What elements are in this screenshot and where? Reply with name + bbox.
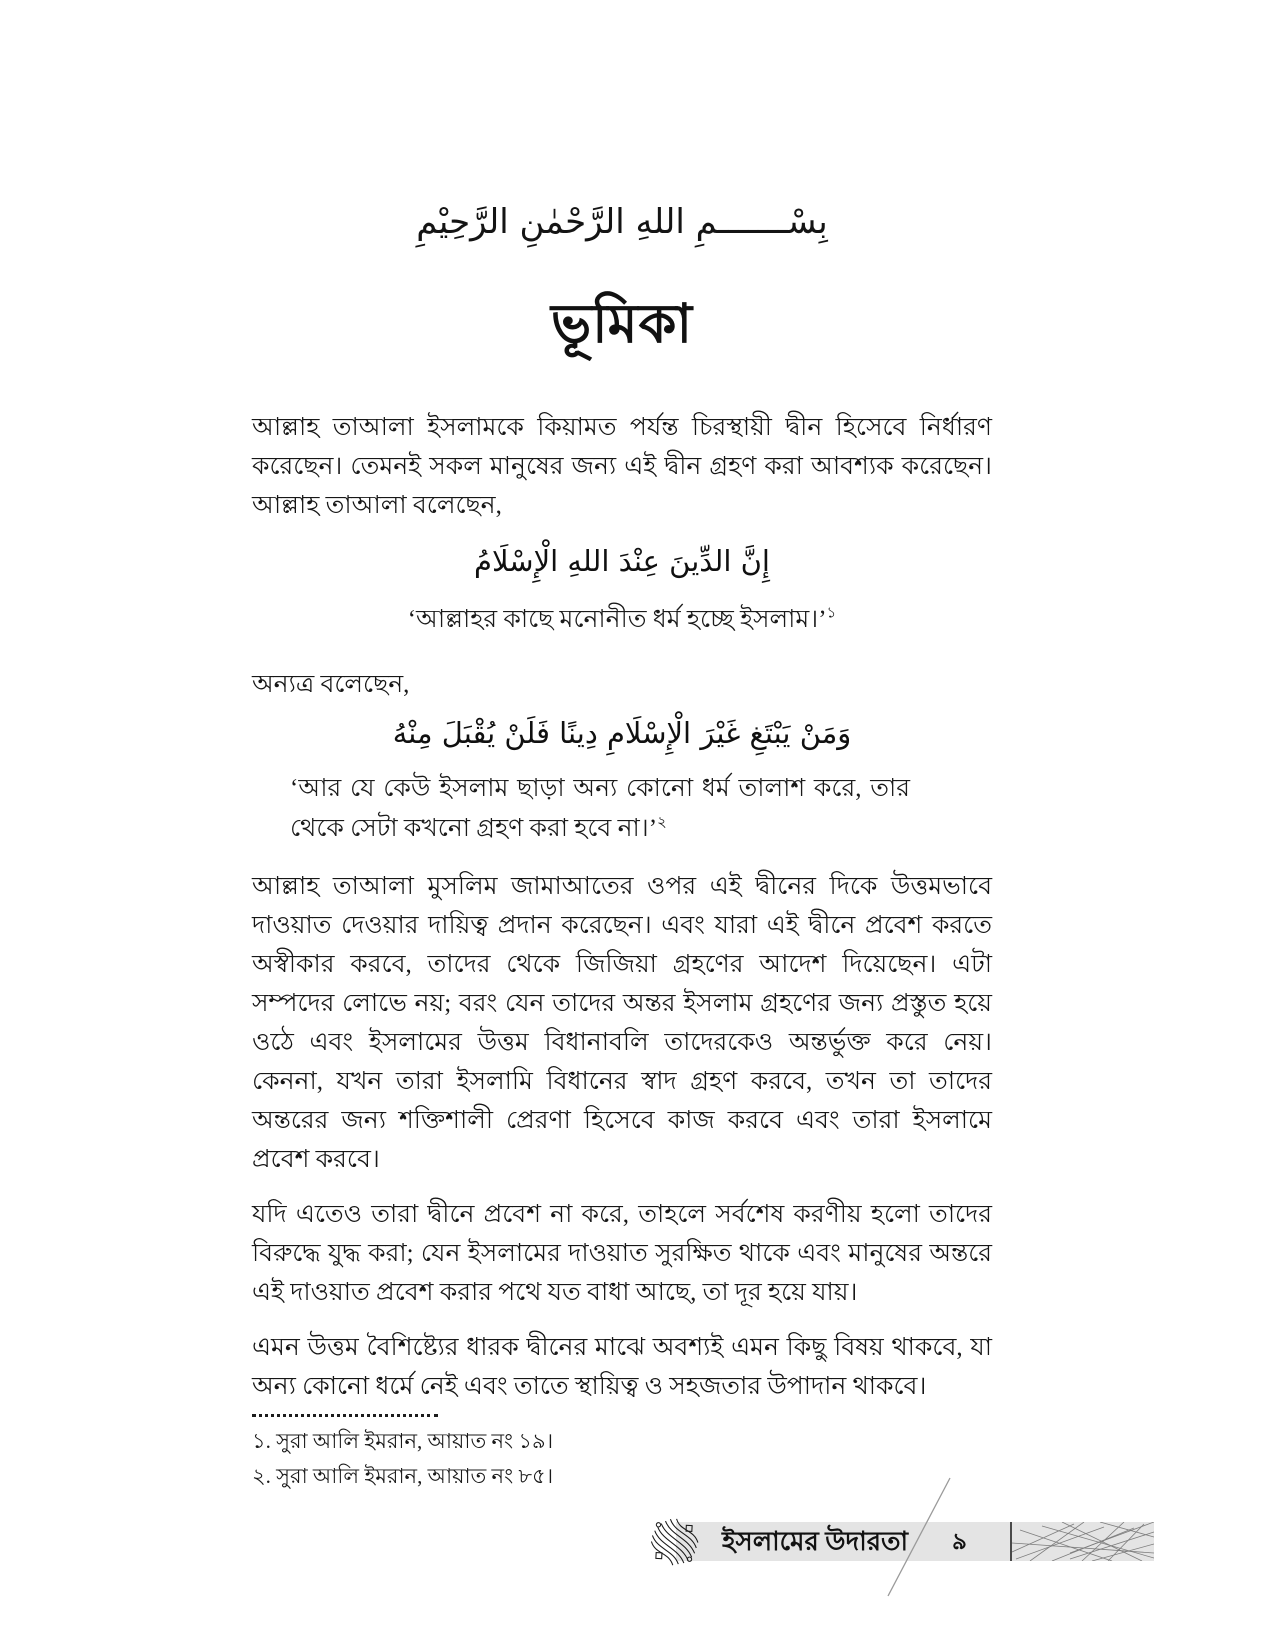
translation-1-text: ‘আল্লাহর কাছে মনোনীত ধর্ম হচ্ছে ইসলাম।’ bbox=[407, 606, 827, 633]
text-column bbox=[252, 190, 992, 1493]
footnote-marker-2: ২ bbox=[657, 814, 667, 831]
footnote-2: ২. সুরা আলি ইমরান, আয়াত নং ৮৫। bbox=[252, 1464, 554, 1488]
paragraph-2: আল্লাহ তাআলা মুসলিম জামাআতের ওপর এই দ্বীনের দিকে উত্তমভাবে দাওয়াত দেওয়ার দায়িত্ব প্রদান করেছেন। এবং যারা এই দ্বীনে প্রবেশ করতে অস্বীকার করবে, তাদের থেকে জিজিয়া গ্রহণের আদেশ দিয়েছেন। এটা সম্পদের লোভে নয়; বরং যেন তাদের অন্তর ইসলাম গ্রহণের জন্য প্রস্তুত হয়ে ওঠে এবং ইসলামের উত্তম বিধানাবলি তাদেরকেও অন্তর্ভুক্ত করে নেয়। কেননা, যখন তারা ইসলামি বিধানের স্বাদ গ্রহণ করবে, তখন তা তাদের অন্তরের জন্য শক্তিশালী প্রেরণা হিসেবে কাজ করবে এবং তারা ইসলামে প্রবেশ করবে। bbox=[252, 873, 992, 1173]
paragraph-3: যদি এতেও তারা দ্বীনে প্রবেশ না করে, তাহলে সর্বশেষ করণীয় হলো তাদের বিরুদ্ধে যুদ্ধ করা; যেন ইসলামের দাওয়াত সুরক্ষিত থাকে এবং মানুষের অন্তরে এই দাওয়াত প্রবেশ করার পথে যত বাধা আছে, তা দূর হয়ে যায়। bbox=[252, 1201, 992, 1306]
chapter-title: ভূমিকা bbox=[550, 294, 694, 354]
page-number: ৯ bbox=[952, 1529, 967, 1554]
paragraph-1: আল্লাহ তাআলা ইসলামকে কিয়ামত পর্যন্ত চিরস্থায়ী দ্বীন হিসেবে নির্ধারণ করেছেন। তেমনই সকল মানুষের জন্য এই দ্বীন গ্রহণ করা আবশ্যক করেছেন। আল্লাহ তাআলা বলেছেন, bbox=[252, 414, 992, 519]
footnote-separator bbox=[252, 1414, 438, 1417]
flourish-ornament-icon bbox=[645, 1513, 703, 1571]
bismillah-calligraphy: بِسْـــــــمِ اللهِ الرَّحْمٰنِ الرَّحِيْمِ bbox=[416, 202, 828, 242]
arabic-verse-1: إِنَّ الدِّينَ عِنْدَ اللهِ الْإِسْلَامُ bbox=[474, 544, 770, 578]
translation-2 bbox=[290, 769, 910, 849]
arabic-verse-2: وَمَنْ يَبْتَغِ غَيْرَ الْإِسْلَامِ دِينًا فَلَنْ يُقْبَلَ مِنْهُ bbox=[392, 716, 852, 750]
translation-2-text: ‘আর যে কেউ ইসলাম ছাড়া অন্য কোনো ধর্ম তালাশ করে, তার থেকে সেটা কখনো গ্রহণ করা হবে না।’ bbox=[290, 775, 910, 842]
geometric-lines-decoration bbox=[1012, 1522, 1154, 1561]
paragraph-4: এমন উত্তম বৈশিষ্ট্যের ধারক দ্বীনের মাঝে অবশ্যই এমন কিছু বিষয় থাকবে, যা অন্য কোনো ধর্মে নেই এবং তাতে স্থায়িত্ব ও সহজতার উপাদান থাকবে। bbox=[252, 1334, 992, 1400]
translation-1 bbox=[252, 600, 992, 640]
elsewhere-said-line: অন্যত্র বলেছেন, bbox=[252, 671, 410, 698]
footnote-1: ১. সুরা আলি ইমরান, আয়াত নং ১৯। bbox=[252, 1429, 554, 1453]
footnote-marker-1: ১ bbox=[826, 605, 837, 622]
book-title: ইসলামের উদারতা bbox=[722, 1527, 909, 1556]
slash-divider bbox=[876, 1476, 960, 1598]
